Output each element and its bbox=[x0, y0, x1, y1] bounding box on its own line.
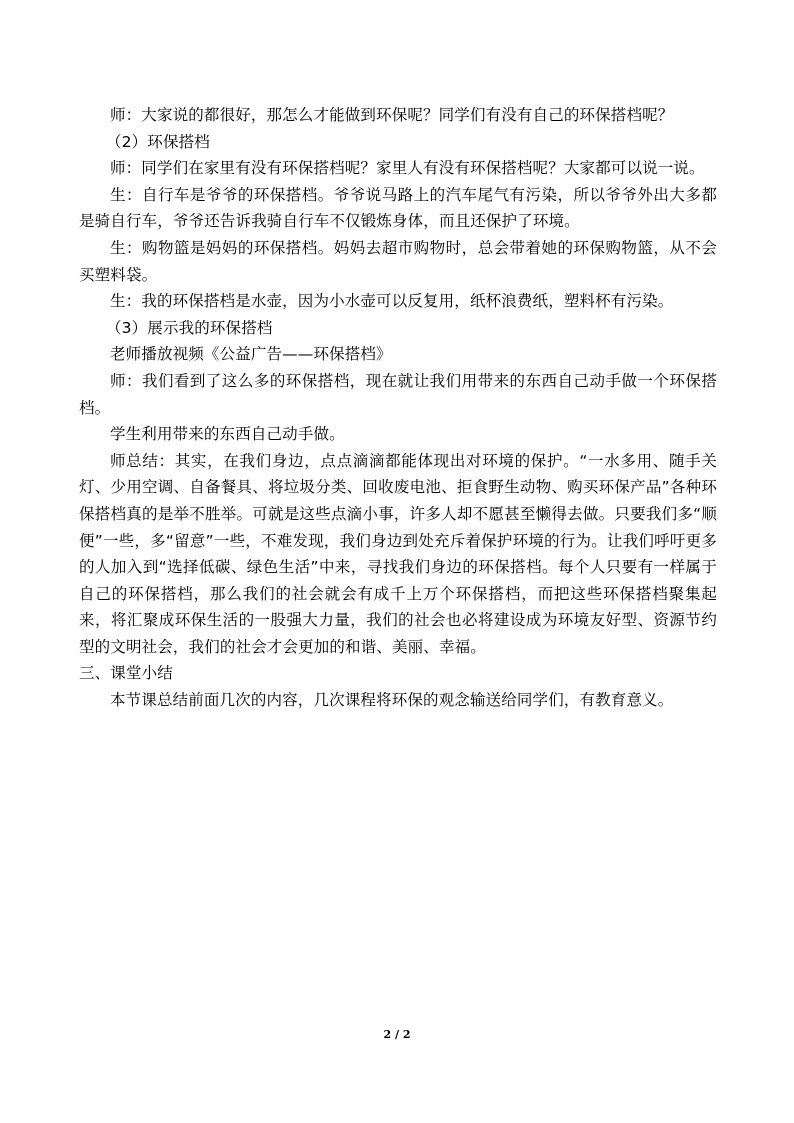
paragraph-students-make: 学生利用带来的东西自己动手做。 bbox=[110, 425, 345, 444]
paragraph-teacher-make: 师：我们看到了这么多的环保搭档，现在就让我们用带来的东西自己动手做一个环保搭档。 bbox=[79, 371, 717, 417]
paragraph-teacher-prompt: 师：同学们在家里有没有环保搭档呢？家里人有没有环保搭档呢？大家都可以说一说。 bbox=[110, 159, 705, 178]
paragraph-teacher-question: 师：大家说的都很好，那怎么才能做到环保呢？同学们有没有自己的环保搭档呢？ bbox=[110, 106, 674, 124]
page-number: 2 / 2 bbox=[383, 1028, 411, 1041]
section-heading-2: （2）环保搭档 bbox=[106, 132, 210, 151]
paragraph-student-bicycle: 生：自行车是爷爷的环保搭档。爷爷说马路上的汽车尾气有污染，所以爷爷外出大多都是骑自行车，爷爷还告诉我骑自行车不仅锻炼身体，而且还保护了环境。 bbox=[79, 185, 717, 231]
paragraph-teacher-summary: 师总结：其实，在我们身边，点点滴滴都能体现出对环境的保护。“一水多用、随手关灯、少用空调、自备餐具、将垃圾分类、回收废电池、拒食野生动物、购买环保产品”各种环保搭档真的是举不胜举。可就是这些点滴小事，许多人却不愿甚至懒得去做。只要我们多“顺便”一些，多“留意”一些，不难发现，我们身边到处充斥着保护环境的行为。让我们呼吁更多的人加入到“选择低碳、绿色生活”中来，寻找我们身边的环保搭档。每个人只要有一样属于自己的环保搭档，那么我们的社会就会有成千上万个环保搭档，而把这些环保搭档聚集起来，将汇聚成环保生活的一股强大力量，我们的社会也必将建设成为环境友好型、资源节约型的文明社会，我们的社会才会更加的和谐、美丽、幸福。 bbox=[79, 451, 717, 656]
paragraph-student-basket: 生：购物篮是妈妈的环保搭档。妈妈去超市购物时，总会带着她的环保购物篮，从不会买塑料袋。 bbox=[79, 238, 717, 284]
paragraph-student-kettle: 生：我的环保搭档是水壶，因为小水壶可以反复用，纸杯浪费纸，塑料杯有污染。 bbox=[110, 292, 674, 311]
paragraph-video: 老师播放视频《公益广告——环保搭档》 bbox=[110, 345, 392, 364]
document-body bbox=[79, 102, 717, 714]
section-heading-summary: 三、课堂小结 bbox=[79, 664, 173, 683]
section-heading-3: （3）展示我的环保搭档 bbox=[106, 318, 273, 337]
paragraph-class-summary: 本节课总结前面几次的内容，几次课程将环保的观念输送给同学们，有教育意义。 bbox=[110, 691, 674, 710]
